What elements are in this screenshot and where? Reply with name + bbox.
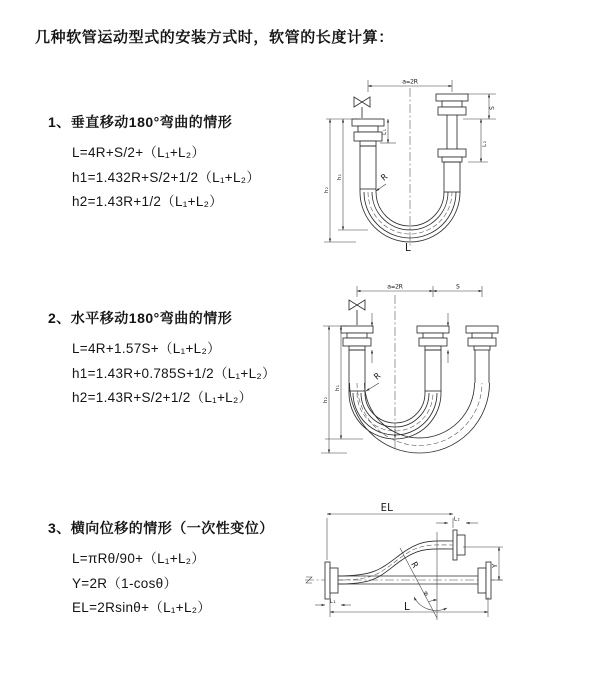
section-heading: 1、垂直移动180°弯曲的情形	[48, 114, 233, 130]
left-end-fitting	[341, 326, 373, 350]
braided-hose-right-leg	[444, 162, 460, 192]
diagram-vertical-bend	[300, 75, 575, 255]
braided-hose-middle-leg	[425, 350, 441, 391]
label-h2: h₂	[324, 186, 330, 193]
label-l: L	[403, 601, 411, 613]
label-l1: L₁	[329, 599, 337, 605]
label-el: EL	[380, 502, 394, 514]
label-l2: L₂	[453, 516, 461, 523]
formula-line: h1=1.432R+S/2+1/2（L₁+L₂）	[72, 169, 261, 185]
formula-line: L=4R+1.57S+（L₁+L₂）	[72, 341, 221, 356]
left-flange	[325, 562, 338, 599]
section-vertical-bend	[48, 112, 260, 215]
formula-list	[72, 141, 260, 215]
formula-line: h2=1.43R+S/2+1/2（L₁+L₂）	[72, 390, 253, 406]
label-l2: L₂	[482, 140, 488, 147]
middle-end-fitting	[417, 326, 449, 350]
label-y: Y	[491, 563, 499, 568]
label-l-bottom: L	[404, 242, 412, 254]
top-flange	[453, 530, 465, 560]
braided-hose-left-leg	[360, 146, 376, 189]
moved-end-fitting	[466, 326, 498, 350]
dimension-s-l2	[463, 94, 496, 162]
formula-line: L=4R+S/2+（L₁+L₂）	[72, 145, 206, 160]
label-a2r: a=2R	[387, 283, 403, 291]
right-end-fitting	[436, 94, 468, 162]
formula-line: Y=2R（1-cosθ）	[72, 575, 178, 591]
moved-u-bend-hose	[350, 350, 490, 453]
section-lateral-displacement	[48, 518, 274, 621]
formula-line: h1=1.43R+0.785S+1/2（L₁+L₂）	[72, 365, 276, 381]
dimension-l2	[436, 517, 478, 524]
dimension-a2r-s	[357, 283, 482, 297]
formula-line: L=πRθ/90+（L₁+L₂）	[72, 551, 206, 566]
label-r: R	[379, 172, 390, 184]
dimension-l	[330, 597, 488, 617]
label-h1: h₁	[337, 173, 343, 180]
formula-list	[72, 337, 276, 411]
section-horizontal-bend	[48, 308, 276, 411]
label-h1: h₁	[335, 384, 341, 391]
label-r: R	[408, 560, 420, 570]
radius-callout	[376, 172, 391, 191]
s-curve-hose	[338, 541, 453, 584]
section-heading: 2、水平移动180°弯曲的情形	[48, 310, 233, 326]
right-flange	[478, 562, 491, 599]
label-l1: L₁	[382, 128, 388, 135]
diagram-horizontal-bend	[315, 283, 590, 465]
label-theta: θ	[424, 590, 428, 598]
label-a2r: a=2R	[402, 77, 418, 86]
dimension-l1	[315, 599, 351, 605]
formula-list	[72, 547, 274, 621]
section-heading: 3、横向位移的情形（一次性变位）	[48, 520, 274, 536]
label-s: S	[456, 283, 460, 291]
label-s: S	[488, 106, 496, 110]
left-end-fitting	[352, 119, 384, 146]
formula-line: h2=1.43R+1/2（L₁+L₂）	[72, 194, 223, 210]
page-title: 几种软管运动型式的安装方式时，软管的长度计算：	[35, 29, 394, 46]
valve-icon	[349, 300, 365, 325]
valve-icon	[354, 97, 370, 118]
label-h2: h₂	[323, 396, 329, 403]
formula-line: EL=2Rsinθ+（L₁+L₂）	[72, 600, 212, 616]
label-r: R	[372, 371, 383, 383]
radius-callout	[366, 371, 384, 391]
dimension-el	[327, 502, 453, 560]
diagram-lateral-displacement	[295, 498, 585, 643]
